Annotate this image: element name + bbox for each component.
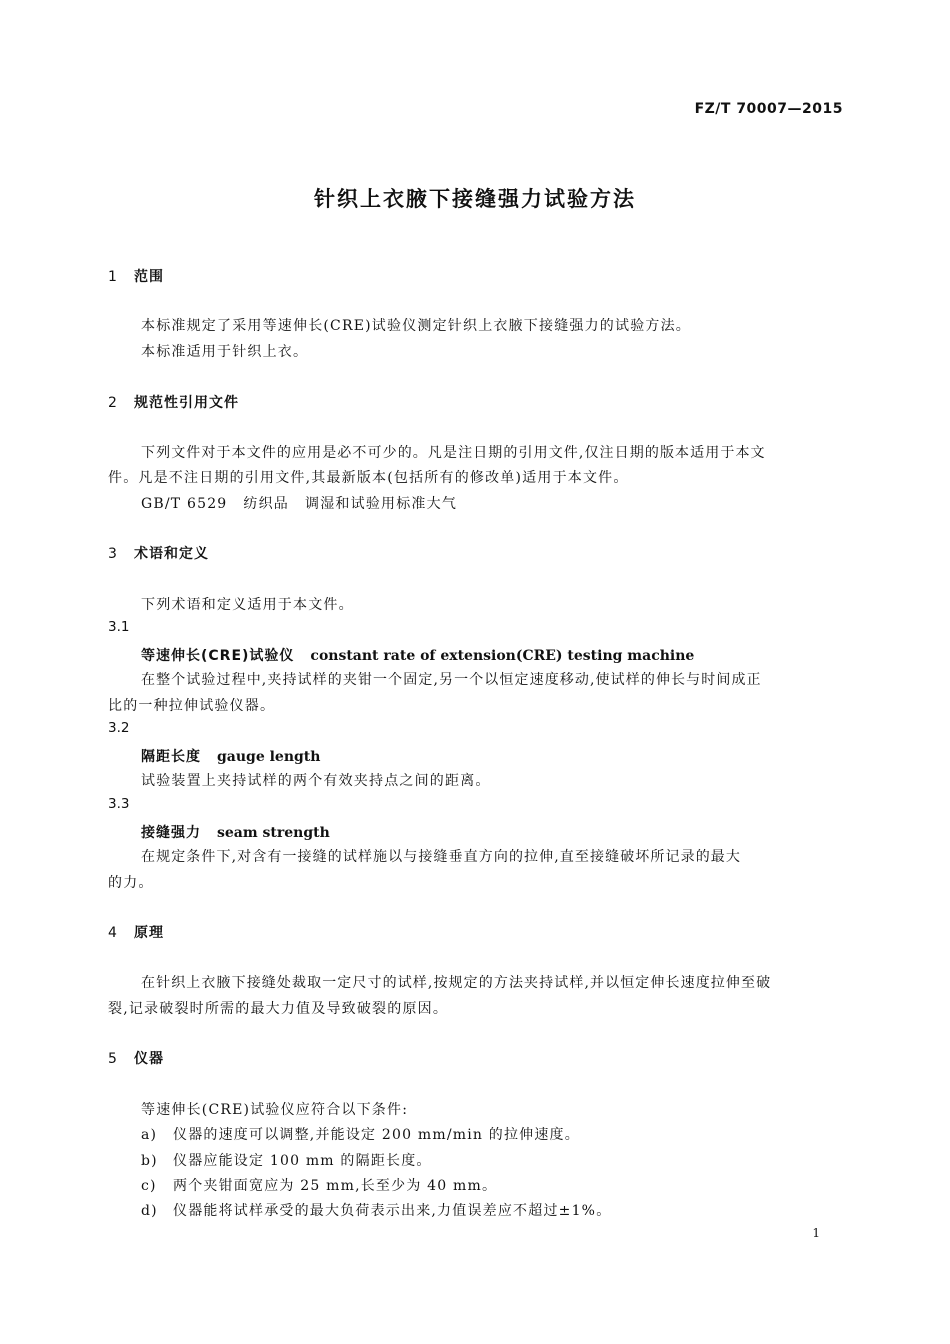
term-heading bbox=[141, 822, 330, 842]
list-item bbox=[141, 1150, 432, 1170]
term-heading bbox=[141, 645, 694, 665]
section-title: 仪器 bbox=[134, 1051, 164, 1067]
term-number: 3.3 bbox=[108, 796, 130, 812]
paragraph: 本标准规定了采用等速伸长(CRE)试验仪测定针织上衣腋下接缝强力的试验方法。 bbox=[141, 318, 691, 334]
document-number: FZ/T 70007—2015 bbox=[694, 101, 843, 117]
term-definition: 在整个试验过程中,夹持试样的夹钳一个固定,另一个以恒定速度移动,使试样的伸长与时间成正 bbox=[141, 672, 762, 688]
section-heading bbox=[108, 392, 239, 412]
list-label: c) bbox=[141, 1178, 157, 1194]
paragraph: 本标准适用于针织上衣。 bbox=[141, 344, 309, 360]
term-definition: 的力。 bbox=[108, 875, 154, 891]
paragraph: 下列术语和定义适用于本文件。 bbox=[141, 597, 354, 613]
section-number: 3 bbox=[108, 546, 118, 562]
term-number: 3.2 bbox=[108, 720, 130, 736]
list-item bbox=[141, 1124, 580, 1144]
page-number: 1 bbox=[812, 1226, 820, 1240]
paragraph-line: 在针织上衣腋下接缝处裁取一定尺寸的试样,按规定的方法夹持试样,并以恒定伸长速度拉伸至破 bbox=[141, 975, 772, 991]
term-en: gauge length bbox=[217, 749, 321, 765]
reference-title: 调湿和试验用标准大气 bbox=[305, 496, 458, 512]
term-en: constant rate of extension(CRE) testing machine bbox=[310, 648, 695, 664]
paragraph-line: 件。凡是不注日期的引用文件,其最新版本(包括所有的修改单)适用于本文件。 bbox=[108, 470, 629, 486]
term-definition: 在规定条件下,对含有一接缝的试样施以与接缝垂直方向的拉伸,直至接缝破坏所记录的最大 bbox=[141, 849, 741, 865]
term-zh: 接缝强力 bbox=[141, 825, 201, 841]
term-heading bbox=[141, 746, 320, 766]
reference-name: 纺织品 bbox=[243, 496, 290, 512]
section-number: 1 bbox=[108, 269, 118, 285]
paragraph-line: 裂,记录破裂时所需的最大力值及导致破裂的原因。 bbox=[108, 1001, 449, 1017]
list-text: 仪器的速度可以调整,并能设定 200 mm/min 的拉伸速度。 bbox=[173, 1127, 580, 1143]
section-heading bbox=[108, 1048, 164, 1068]
list-text: 两个夹钳面宽应为 25 mm,长至少为 40 mm。 bbox=[173, 1178, 498, 1194]
term-zh: 隔距长度 bbox=[141, 749, 201, 765]
term-zh: 等速伸长(CRE)试验仪 bbox=[141, 648, 295, 664]
list-item bbox=[141, 1200, 611, 1220]
paragraph-line: 下列文件对于本文件的应用是必不可少的。凡是注日期的引用文件,仅注日期的版本适用于本文 bbox=[141, 445, 766, 461]
section-number: 5 bbox=[108, 1051, 118, 1067]
term-definition: 比的一种拉伸试验仪器。 bbox=[108, 698, 276, 714]
section-heading bbox=[108, 922, 164, 942]
list-text: 仪器应能设定 100 mm 的隔距长度。 bbox=[173, 1153, 432, 1169]
section-number: 2 bbox=[108, 395, 118, 411]
term-number: 3.1 bbox=[108, 619, 130, 635]
section-heading bbox=[108, 543, 209, 563]
document-title: 针织上衣腋下接缝强力试验方法 bbox=[314, 187, 636, 211]
paragraph: 等速伸长(CRE)试验仪应符合以下条件: bbox=[141, 1102, 409, 1118]
section-title: 术语和定义 bbox=[134, 546, 209, 562]
list-item bbox=[141, 1175, 497, 1195]
list-label: a) bbox=[141, 1127, 158, 1143]
section-title: 范围 bbox=[134, 269, 164, 285]
term-definition: 试验装置上夹持试样的两个有效夹持点之间的距离。 bbox=[141, 773, 491, 789]
list-label: b) bbox=[141, 1153, 158, 1169]
section-heading bbox=[108, 266, 164, 286]
list-text: 仪器能将试样承受的最大负荷表示出来,力值误差应不超过±1%。 bbox=[173, 1203, 612, 1219]
term-en: seam strength bbox=[217, 825, 330, 841]
section-title: 规范性引用文件 bbox=[134, 395, 239, 411]
section-title: 原理 bbox=[134, 925, 164, 941]
section-number: 4 bbox=[108, 925, 118, 941]
reference-code: GB/T 6529 bbox=[141, 496, 228, 512]
normative-reference bbox=[141, 493, 473, 513]
list-label: d) bbox=[141, 1203, 158, 1219]
